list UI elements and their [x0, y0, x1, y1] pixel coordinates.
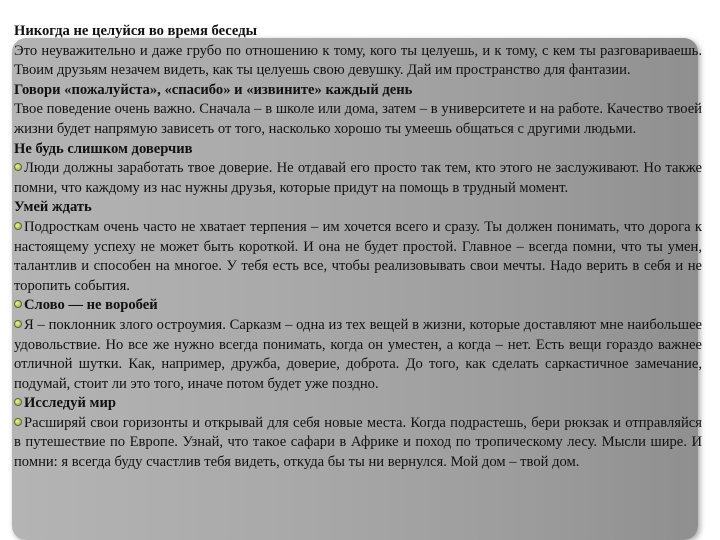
section-paragraph — [14, 414, 702, 473]
section-heading — [14, 296, 702, 316]
bullet-icon — [14, 300, 22, 308]
bullet-icon — [14, 222, 22, 230]
bullet-icon — [14, 320, 22, 328]
section-paragraph — [14, 100, 702, 139]
paragraph-text: Расширяй свои горизонты и открывай для себя новые места. Когда подрастешь, бери рюкзак и отправляйся в путешествие по Европе. Узнай, что такое сафари в Африке и поход по тропическому лесу. Мысли шире. И помни: я всегда буду счастлив тебя видеть, откуда бы ты ни вернулся. Мой дом – твой дом. — [14, 414, 702, 471]
bullet-icon — [14, 398, 22, 406]
section-heading — [14, 140, 702, 160]
paragraph-text: Я – поклонник злого остроумия. Сарказм – одна из тех вещей в жизни, которые доставляют мне наибольшее удовольствие. Но все же нужно всегда понимать, когда он уместен, а когда – нет. Есть вещи гораздо важнее отличной шутки. Как, например, дружба, доверие, доброта. До того, как сделать саркастичное замечание, подумай, стоит ли это того, иначе потом будет уже поздно. — [14, 316, 702, 392]
section-paragraph — [14, 159, 702, 198]
section-paragraph — [14, 316, 702, 394]
section-heading-text: Никогда не целуйся во время беседы — [14, 23, 257, 39]
section-heading-text: Слово — не воробей — [24, 297, 158, 314]
section-heading-text: Не будь слишком доверчив — [14, 140, 193, 157]
section-heading — [14, 198, 702, 218]
section-heading — [14, 394, 702, 414]
paragraph-text: Твое поведение очень важно. Сначала – в школе или дома, затем – в университете и на работе. Качество твоей жизни будет напрямую зависеть от того, насколько хорошо ты умеешь общаться с другими людьми. — [14, 101, 702, 137]
bullet-icon — [14, 418, 22, 426]
bullet-icon — [14, 163, 22, 171]
section-paragraph — [14, 42, 702, 81]
section-heading-text: Говори «пожалуйста», «спасибо» и «извините» каждый день — [14, 81, 413, 98]
paragraph-text: Подросткам очень часто не хватает терпения – им хочется всего и сразу. Ты должен понимать, что дорога к настоящему успеху не может быть короткой. И она не будет простой. Главное – всегда помни, что ты умен, талантлив и способен на многое. У тебя есть все, чтобы реализовывать свои мечты. Надо верить в себя и не торопить события. — [14, 218, 702, 294]
paragraph-text: Это неуважительно и даже грубо по отношению к тому, кого ты целуешь, и к тому, с кем ты разговариваешь. Твоим друзьям незачем видеть, как ты целуешь свою девушку. Дай им пространство для фантазии. — [14, 42, 702, 79]
section-paragraph — [14, 218, 702, 296]
section-heading — [14, 22, 702, 42]
section-heading-text: Исследуй мир — [24, 395, 116, 412]
section-heading-text: Умей ждать — [14, 199, 92, 216]
slide-text — [14, 22, 702, 473]
section-heading — [14, 81, 702, 101]
paragraph-text: Люди должны заработать твое доверие. Не отдавай его просто так тем, кто этого не заслуживают. Но также помни, что каждому из нас нужны друзья, которые придут на помощь в трудный момент. — [14, 160, 702, 196]
